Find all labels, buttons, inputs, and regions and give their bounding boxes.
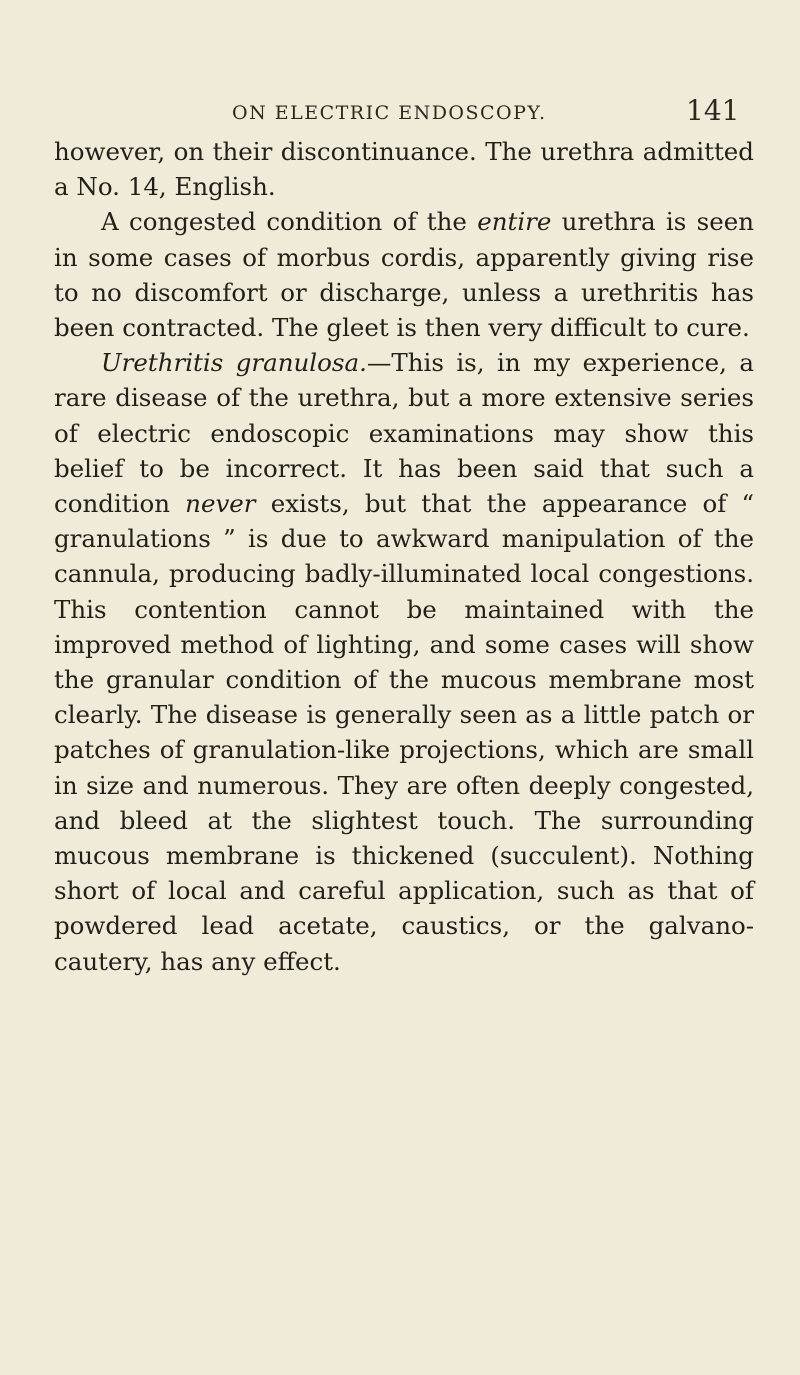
paragraph-text: A congested condition of the xyxy=(101,207,478,237)
paragraph-continuation: however, on their discontinuance. The urethra admitted a No. 14, English. xyxy=(54,137,754,202)
paragraph-text: —This is, in my experience, a rare disease of the urethra, but a more extensive series of electric endoscopic examinations may show this belief to be incorrect. It has been said that such a condition xyxy=(54,348,754,519)
paragraph-urethritis-granulosa xyxy=(54,345,754,979)
emphasis-entire: entire xyxy=(477,207,552,237)
emphasis-never: never xyxy=(185,489,256,519)
paragraph-congested-urethra xyxy=(54,204,754,345)
running-head xyxy=(0,92,800,132)
running-title: ON ELECTRIC ENDOSCOPY. xyxy=(232,102,547,124)
paragraph-text: exists, but that the appearance of “ granulations ” is due to awkward manipulation of the cannula, producing badly-illuminated local congestions. This contention cannot be maintained with the improved method of lighting, and some cases will show the granular condition of the mucous membrane most clearly. The disease is generally seen as a little patch or patches of granulation-like projections, which are small in size and numerous. They are often deeply congested, and bleed at the slightest touch. The surrounding mucous membrane is thickened (succulent). Nothing short of local and careful application, such as that of powdered lead acetate, caustics, or the galvano-cautery, has any effect. xyxy=(54,489,754,976)
section-heading: Urethritis granulosa. xyxy=(101,348,367,378)
body-text xyxy=(54,134,754,979)
paragraph-text: urethra is seen in some cases of morbus cordis, apparently giving rise to no discomfort or discharge, unless a urethritis has been contracted. The gleet is then very difficult to cure. xyxy=(54,207,754,343)
page-number: 141 xyxy=(686,94,740,127)
